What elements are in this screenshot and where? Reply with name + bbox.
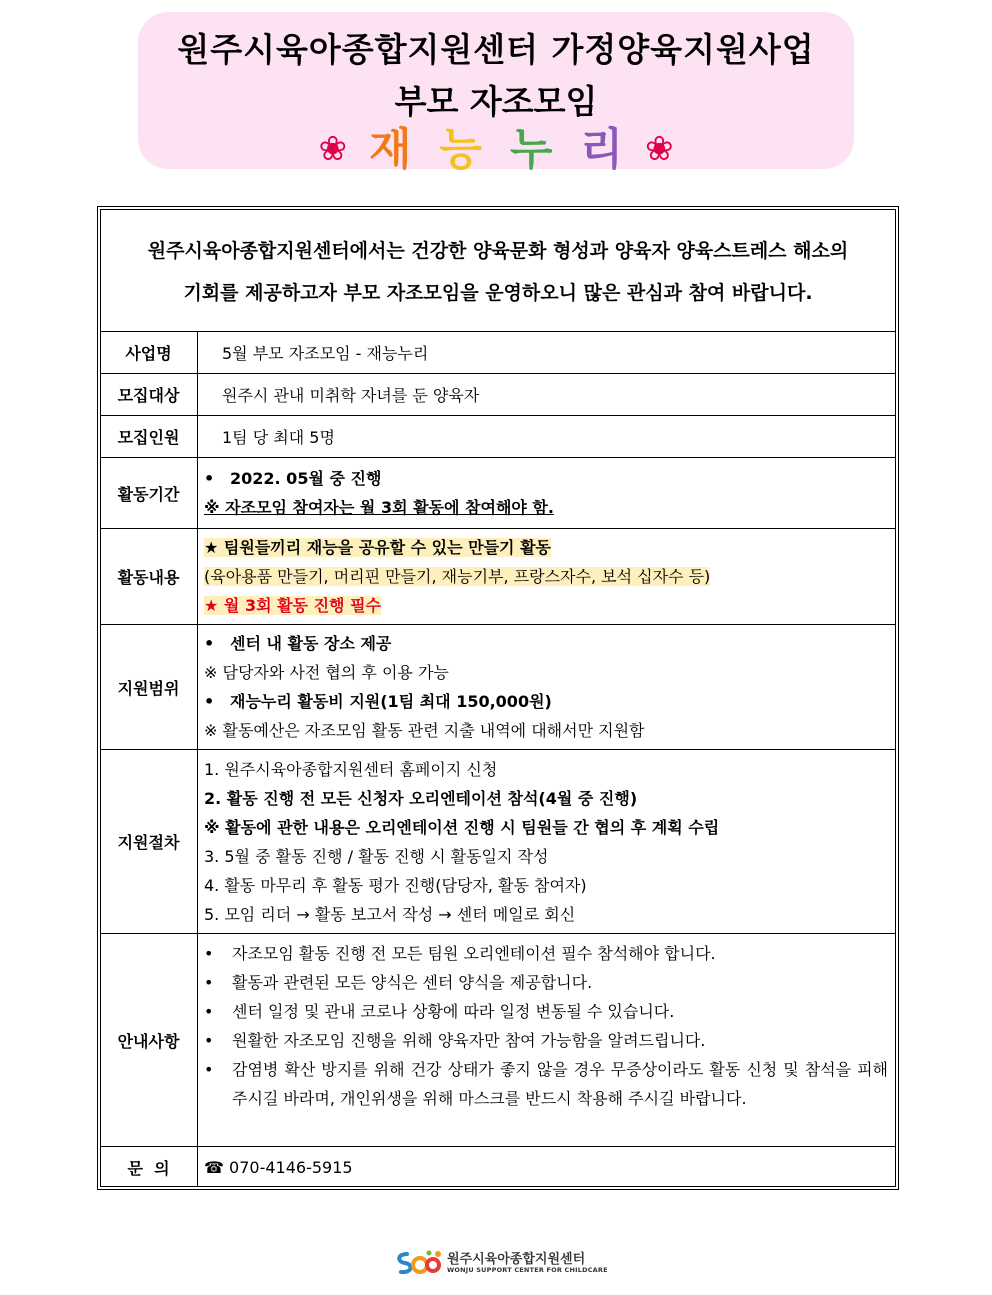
center-name: 원주시육아종합지원센터: [447, 1252, 586, 1267]
activity-value: ★ 팀원들끼리 재능을 공유할 수 있는 만들기 활동 (육아용품 만들기, 머리핀 만들기, 재능기부, 프랑스자수, 보석 십자수 등) ★ 월 3회 활동 진행 필수: [204, 538, 711, 615]
title-line1: 원주시육아종합지원센터 가정양육지원사업: [177, 30, 815, 69]
procedure-value: [204, 750, 888, 933]
title-line2: 부모 자조모임: [394, 82, 598, 121]
bullet: •: [204, 944, 214, 963]
notice-value: [204, 934, 888, 1146]
row-contact: [100, 1146, 896, 1187]
row-label: 활동내용: [100, 529, 198, 624]
row-label: 사업명: [100, 332, 198, 373]
row-label: 지원절차: [100, 750, 198, 933]
contact-value: [204, 1147, 888, 1187]
row-activity: [100, 528, 896, 624]
row-label: 지원범위: [100, 625, 198, 749]
row-label: 활동기간: [100, 458, 198, 528]
notice-item: • 감염병 확산 방지를 위해 건강 상태가 좋지 않을 경우 무증상이라도 활동 신청 및 참석을 피해주시길 바라며, 개인위생을 위해 마스크를 반드시 착용해 주시길 바랍니다.: [204, 1055, 888, 1113]
flower-right-icon: ❀: [645, 129, 674, 169]
brand-char: 리: [580, 124, 624, 175]
procedure-note: ※ 활동에 관한 내용은 오리엔테이션 진행 시 팀원들 간 협의 후 계획 수립: [204, 818, 720, 837]
phone-icon: ☎: [204, 1157, 224, 1177]
procedure-step: 2. 활동 진행 전 모든 신청자 오리엔테이션 참석(4월 중 진행): [204, 789, 638, 808]
row-period: [100, 457, 896, 528]
brand-name: [138, 124, 854, 175]
notice-item: • 활동과 관련된 모든 양식은 센터 양식을 제공합니다.: [204, 968, 888, 997]
row-label: 모집대상: [100, 374, 198, 415]
bullet: •: [204, 1060, 214, 1079]
row-business-name: [100, 331, 896, 373]
notice-item: • 자조모임 활동 진행 전 모든 팀원 오리엔테이션 필수 참석해야 합니다.: [204, 939, 888, 968]
row-procedure: [100, 749, 896, 933]
procedure-step: 1. 원주시육아종합지원센터 홈페이지 신청: [204, 760, 498, 779]
flower-left-icon: ❀: [318, 129, 347, 169]
row-recruit-count: [100, 415, 896, 457]
brand-char: 능: [439, 124, 482, 175]
row-label: 안내사항: [100, 934, 198, 1146]
center-name-en: WONJU SUPPORT CENTER FOR CHILDCARE: [447, 1266, 608, 1274]
brand-char: 누: [510, 124, 553, 175]
target-value: 원주시 관내 미취학 자녀를 둔 양육자: [222, 386, 480, 405]
bullet: •: [204, 469, 215, 488]
title-banner: [138, 12, 854, 175]
brand-char: 재: [368, 124, 412, 175]
recruit-count-value: 1팀 당 최대 5명: [222, 428, 335, 447]
row-label: 모집인원: [100, 416, 198, 457]
notice-item: • 원활한 자조모임 진행을 위해 양육자만 참여 가능함을 알려드립니다.: [204, 1026, 888, 1055]
row-notice: [100, 933, 896, 1146]
bullet: •: [204, 692, 215, 711]
row-target: [100, 373, 896, 415]
bullet: •: [204, 1002, 214, 1021]
phone-number[interactable]: 070-4146-5915: [229, 1157, 353, 1177]
support-value: • 센터 내 활동 장소 제공 ※ 담당자와 사전 협의 후 이용 가능 • 재능누리 활동비 지원(1팀 최대 150,000원) ※ 활동예산은 자조모임 활동 관련 지출 내역에 대해서만 지원함: [204, 625, 888, 749]
bullet: •: [204, 1031, 214, 1050]
procedure-step: 5. 모임 리더 → 활동 보고서 작성 → 센터 메일로 회신: [204, 905, 576, 924]
business-name-value: 5월 부모 자조모임 - 재능누리: [222, 344, 429, 363]
intro-text: 원주시육아종합지원센터에서는 건강한 양육문화 형성과 양육자 양육스트레스 해소의 기회를 제공하고자 부모 자조모임을 운영하오니 많은 관심과 참여 바랍니다.: [147, 240, 849, 304]
procedure-step: 3. 5월 중 활동 진행 / 활동 진행 시 활동일지 작성: [204, 847, 549, 866]
bullet: •: [204, 634, 215, 653]
bullet: •: [204, 973, 214, 992]
center-logo-icon: [393, 1248, 443, 1278]
center-logo: [393, 1246, 613, 1282]
row-support: [100, 624, 896, 749]
procedure-step: 4. 활동 마무리 후 활동 평가 진행(담당자, 활동 참여자): [204, 876, 587, 895]
notice-item: • 센터 일정 및 관내 코로나 상황에 따라 일정 변동될 수 있습니다.: [204, 997, 888, 1026]
period-value: • 2022. 05월 중 진행 ※ 자조모임 참여자는 월 3회 활동에 참여해야 함.: [204, 458, 888, 528]
row-label: 문 의: [100, 1147, 198, 1187]
